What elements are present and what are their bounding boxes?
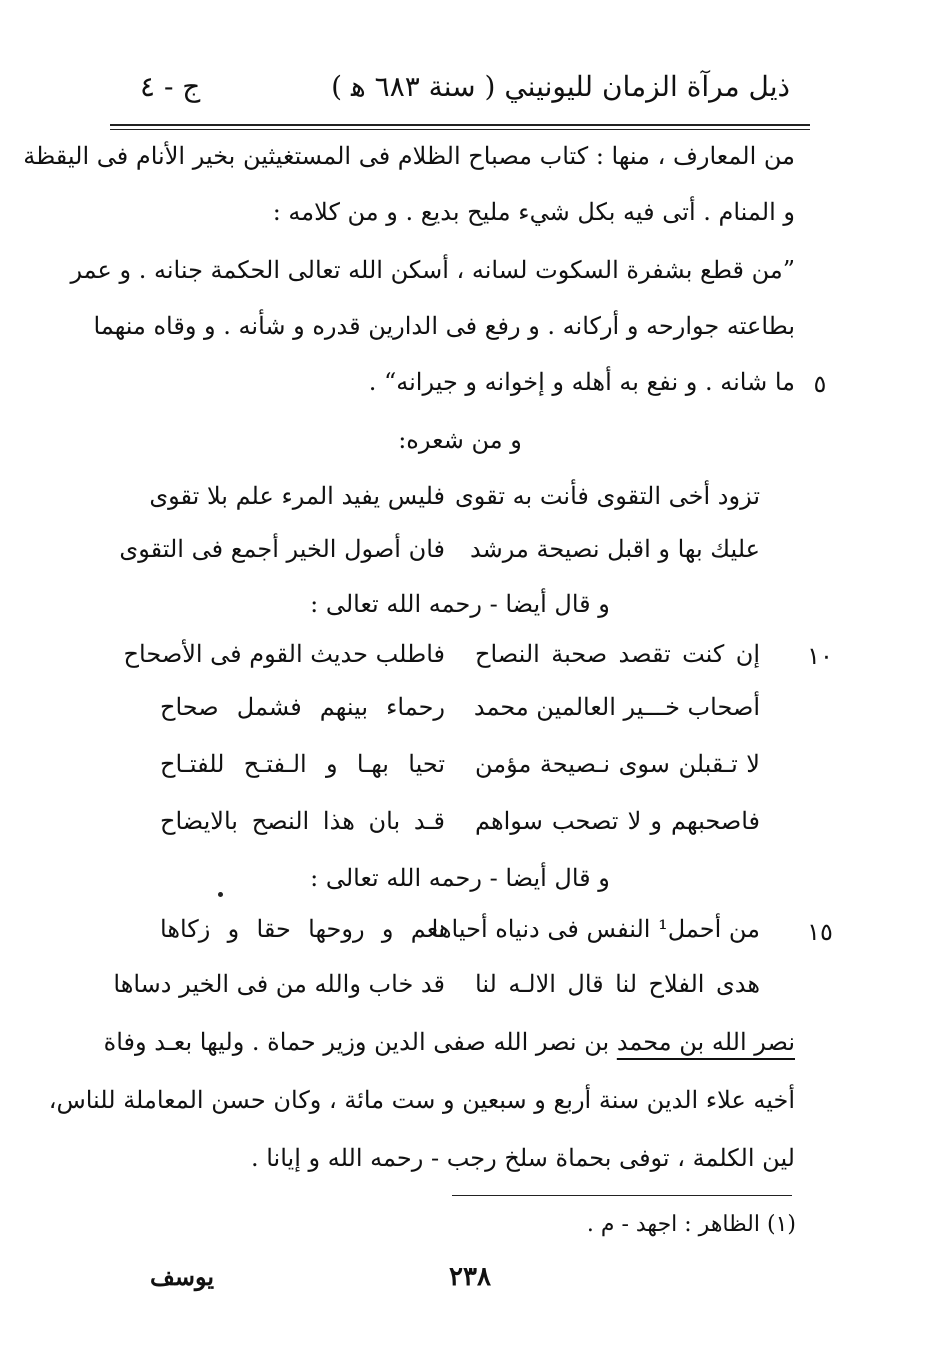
verse-2	[119, 535, 760, 575]
prose-line-1: من المعارف ، منها : كتاب مصباح الظلام فى المستغيثين بخير الأنام فى اليقظة	[23, 142, 795, 170]
hemistich-left: قـد بان هذا النصح بالايضاح	[160, 807, 445, 835]
line-number-10: ١٠	[807, 642, 833, 670]
page-number: ٢٣٨	[449, 1262, 491, 1292]
prose-line-3: ”من قطع بشفرة السكوت لسانه ، أسكن الله تعالى الحكمة جنانه . و عمر	[70, 256, 795, 284]
hemistich-right: إن كنت تقصد صحبة النصاح	[475, 640, 760, 668]
hemistich-right: أصحاب خـــير العالمين محمد	[473, 693, 760, 721]
stray-dot	[218, 892, 223, 897]
running-header	[110, 70, 810, 120]
prose-line-4: بطاعته جوارحه و أركانه . و رفع فى الدارين قدره و شأنه . و وقاه منهما	[93, 312, 795, 340]
hemistich-right: تزود أخى التقوى فأنت به تقوى	[455, 482, 760, 510]
line-number-5: ٥	[813, 370, 827, 398]
header-rule-thick	[110, 124, 810, 126]
header-volume: ج - ٤	[140, 70, 201, 103]
footnote: (١) الظاهر : اجهد - م .	[586, 1212, 796, 1237]
hemistich-left: قد خاب والله من فى الخير دساها	[113, 970, 445, 998]
prose-line-2: و المنام . أتى فيه بكل شيء مليح بديع . و من كلامه :	[272, 198, 795, 226]
hemistich-right: من أحمل¹ النفس فى دنياه أحياها	[431, 915, 760, 943]
hemistich-right: لا تـقبلن سوى نـصيحة مؤمن	[475, 750, 760, 778]
signature-mark: يوسف	[150, 1262, 215, 1291]
header-rule-thin	[110, 129, 810, 130]
hemistich-right: عليك بها و اقبل نصيحة مرشد	[470, 535, 760, 563]
verse-4	[160, 693, 760, 733]
bio-name: نصر الله بن محمد	[616, 1028, 795, 1056]
verse-8	[113, 970, 760, 1010]
verse-6	[160, 807, 760, 847]
line-number-15: ١٥	[807, 918, 833, 946]
bio-line-3: لين الكلمة ، توفى بحماة سلخ رجب - رحمه الله و إيانا .	[250, 1144, 795, 1172]
hemistich-right: هدى الفلاح لنا قال الالـه لنا	[475, 970, 760, 998]
bio-line-1	[103, 1028, 795, 1056]
verse-1	[149, 482, 760, 522]
hemistich-left: نعم و روحها حقا و زكاها	[160, 915, 445, 943]
hemistich-left: فليس يفيد المرء علم بلا تقوى	[149, 482, 445, 510]
bio-line-2: أخيه علاء الدين سنة أربع و سبعين و ست مائة ، وكان حسن المعاملة للناس،	[48, 1086, 795, 1114]
said-also-heading: و قال أيضا - رحمه الله تعالى :	[310, 590, 610, 618]
bio-line-1-rest: بن نصر الله صفى الدين وزير حماة . وليها بعـد وفاة	[103, 1028, 610, 1056]
verse-7	[160, 915, 760, 955]
verse-5	[160, 750, 760, 790]
hemistich-left: تحيا بهـا و الـفتـح للفتـاح	[160, 750, 445, 778]
verse-3	[123, 640, 760, 680]
said-also-heading-2: و قال أيضا - رحمه الله تعالى :	[310, 864, 610, 892]
hemistich-left: رحماء بينهم فشمل صحاح	[160, 693, 445, 721]
header-title: ذيل مرآة الزمان لليونيني ( سنة ٦٨٣ ﻫ )	[331, 70, 790, 103]
hemistich-right: فاصحبهم و لا تصحب سواهم	[475, 807, 760, 835]
poetry-intro: و من شعره:	[398, 426, 522, 454]
prose-line-5: ما شانه . و نفع به أهله و إخوانه و جيرانه“ .	[368, 368, 795, 396]
footnote-rule	[452, 1195, 792, 1196]
hemistich-left: فان أصول الخير أجمع فى التقوى	[119, 535, 445, 563]
hemistich-left: فاطلب حديث القوم فى الأصحاح	[123, 640, 445, 668]
